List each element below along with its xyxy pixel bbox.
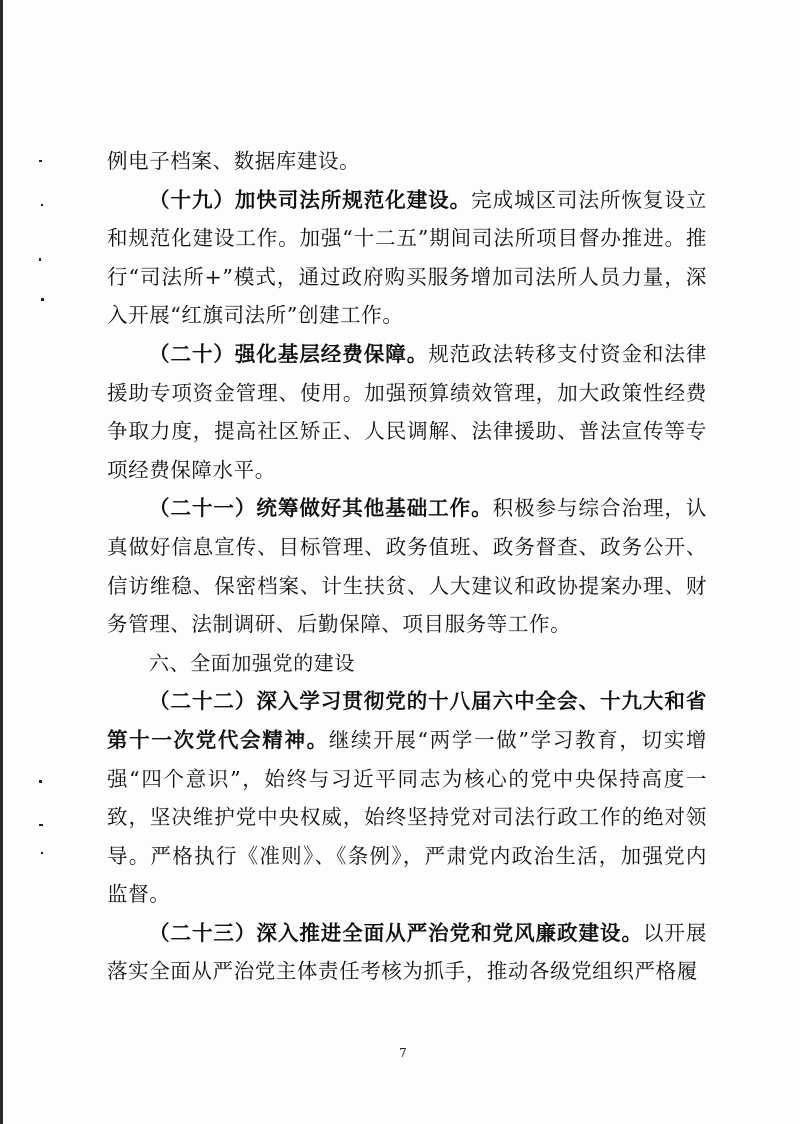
- paragraph-text: 例电子档案、数据库建设。: [107, 149, 361, 173]
- document-body: [107, 142, 707, 991]
- paragraph-continuation: [107, 142, 707, 181]
- scan-speck: [41, 852, 43, 854]
- paragraph-22: [107, 682, 707, 914]
- scan-speck: [41, 204, 43, 206]
- paragraph-lead: （二十）强化基层经费保障。: [149, 341, 429, 366]
- paragraph-20: [107, 335, 707, 489]
- paragraph-23: [107, 914, 707, 991]
- paragraph-text: 积极参与综合治理，认真做好信息宣传、目标管理、政务值班、政务督查、政务公开、信访维稳、保密档案、计生扶贫、人大建议和政协提案办理、财务管理、法制调研、后勤保障、项目服务等工作。: [107, 496, 707, 637]
- section-heading: 六、全面加强党的建设: [149, 650, 355, 675]
- paragraph-text: 继续开展“两学一做”学习教育，切实增强“四个意识”，始终与习近平同志为核心的党中央保持高度一致，坚决维护党中央权威，始终坚持党对司法行政工作的绝对领导。严格执行《准则》、《条例》，严肃党内政治生活，加强党内监督。: [107, 727, 707, 907]
- paragraph-19: [107, 181, 707, 335]
- scan-speck: [41, 298, 44, 301]
- scan-speck: [39, 160, 42, 162]
- paragraph-text: 完成城区司法所恢复设立和规范化建设工作。加强“十二五”期间司法所项目督办推进。推行“司法所+”模式，通过政府购买服务增加司法所人员力量，深入开展“红旗司法所”创建工作。: [107, 187, 707, 328]
- paragraph-lead: （二十一）统筹做好其他基础工作。: [149, 496, 493, 521]
- scan-speck: [39, 258, 41, 261]
- scan-speck: [39, 780, 42, 783]
- paragraph-21: [107, 489, 707, 643]
- paragraph-text: 以开展落实全面从严治党主体责任考核为抓手，推动各级党组织严格履: [107, 920, 707, 984]
- paragraph-lead: （十九）加快司法所规范化建设。: [149, 187, 472, 212]
- paragraph-text: 规范政法转移支付资金和法律援助专项资金管理、使用。加强预算绩效管理，加大政策性经费争取力度，提高社区矫正、人民调解、法律援助、普法宣传等专项经费保障水平。: [107, 341, 707, 482]
- paragraph-lead: （二十三）深入推进全面从严治党和党风廉政建设。: [149, 920, 643, 945]
- paragraph-lead: （二十二）深入学习贯彻党的十八届六中全会、十九大和省第十一次党代会精神。: [107, 689, 707, 752]
- page-number: 7: [399, 1046, 407, 1060]
- scan-speck: [39, 824, 43, 826]
